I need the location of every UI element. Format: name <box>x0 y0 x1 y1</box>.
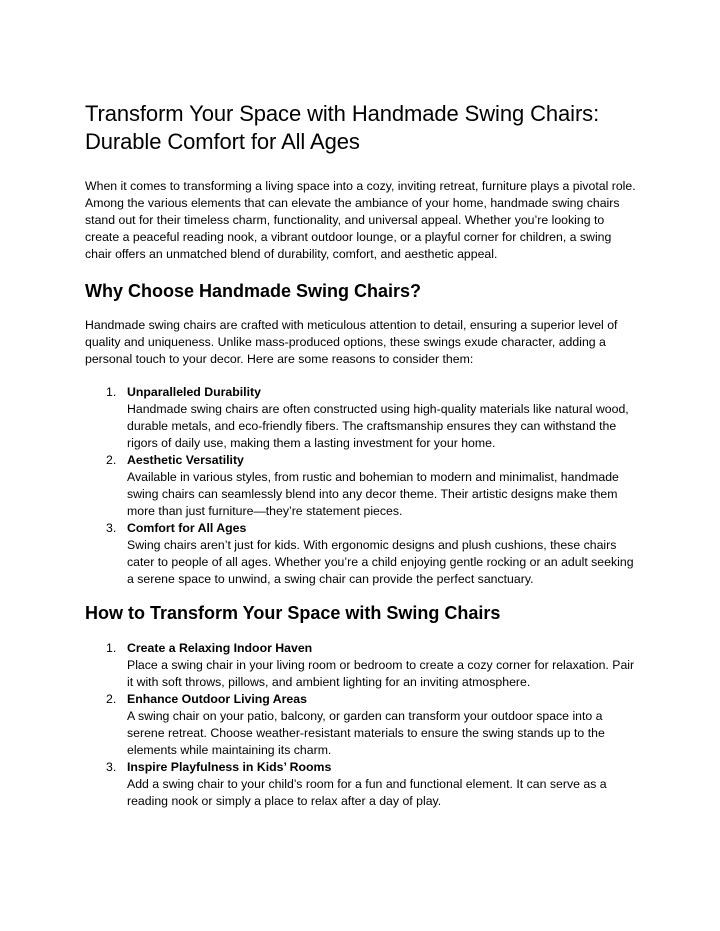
list-item-text: Available in various styles, from rustic and bohemian to modern and minimalist, handmade swing chairs can seamlessly blend into any decor theme. Their artistic designs make them more than just furniture—they’re statement pieces. <box>127 470 619 518</box>
list-item-title: Aesthetic Versatility <box>127 453 244 467</box>
list-number: 1. <box>106 385 117 399</box>
list-item-title: Create a Relaxing Indoor Haven <box>127 641 313 655</box>
list-item <box>85 640 640 691</box>
list-number: 3. <box>106 760 117 774</box>
list-number: 3. <box>106 521 117 535</box>
list-item <box>85 520 640 588</box>
list-item-text: Place a swing chair in your living room or bedroom to create a cozy corner for relaxation. Pair it with soft throws, pillows, and ambient lighting for an inviting atmosphere. <box>127 658 635 689</box>
list-number: 2. <box>106 453 117 467</box>
list-item-title: Unparalleled Durability <box>127 385 261 399</box>
document-title: Transform Your Space with Handmade Swing Chairs: Durable Comfort for All Ages <box>85 101 600 154</box>
list-item-text: Swing chairs aren’t just for kids. With ergonomic designs and plush cushions, these chairs cater to people of all ages. Whether you’re a child enjoying gentle rocking or an adult seeking a serene space to unwind, a swing chair can provide the perfect sanctuary. <box>127 538 634 586</box>
list-item-title: Comfort for All Ages <box>127 521 247 535</box>
document-page <box>85 100 640 810</box>
list-number: 2. <box>106 692 117 706</box>
why-section-paragraph: Handmade swing chairs are crafted with meticulous attention to detail, ensuring a superior level of quality and uniqueness. Unlike mass-produced options, these swings exude character, adding a personal touch to your decor. Here are some reasons to consider them: <box>85 318 618 366</box>
intro-paragraph: When it comes to transforming a living space into a cozy, inviting retreat, furniture plays a pivotal role. Among the various elements that can elevate the ambiance of your home, handmade swing chairs stand out for their timeless charm, functionality, and universal appeal. Whether you’re looking to create a peaceful reading nook, a vibrant outdoor lounge, or a playful corner for children, a swing chair offers an unmatched blend of durability, comfort, and aesthetic appeal. <box>85 179 636 261</box>
list-item-text: A swing chair on your patio, balcony, or garden can transform your outdoor space into a serene retreat. Choose weather-resistant materials to ensure the swing stands up to the elements while maintaining its charm. <box>127 709 605 757</box>
reasons-list <box>85 384 640 588</box>
list-item <box>85 384 640 452</box>
list-item <box>85 759 640 810</box>
how-section-heading: How to Transform Your Space with Swing Chairs <box>85 603 501 623</box>
list-item-text: Handmade swing chairs are often constructed using high-quality materials like natural wood, durable metals, and eco-friendly fibers. The craftsmanship ensures they can withstand the rigors of daily use, making them a lasting investment for your home. <box>127 402 629 450</box>
list-item <box>85 452 640 520</box>
why-section-heading: Why Choose Handmade Swing Chairs? <box>85 281 422 301</box>
list-number: 1. <box>106 641 117 655</box>
list-item <box>85 691 640 759</box>
list-item-title: Enhance Outdoor Living Areas <box>127 692 307 706</box>
list-item-text: Add a swing chair to your child’s room for a fun and functional element. It can serve as a reading nook or simply a place to relax after a day of play. <box>127 777 607 808</box>
list-item-title: Inspire Playfulness in Kids’ Rooms <box>127 760 332 774</box>
steps-list <box>85 640 640 810</box>
